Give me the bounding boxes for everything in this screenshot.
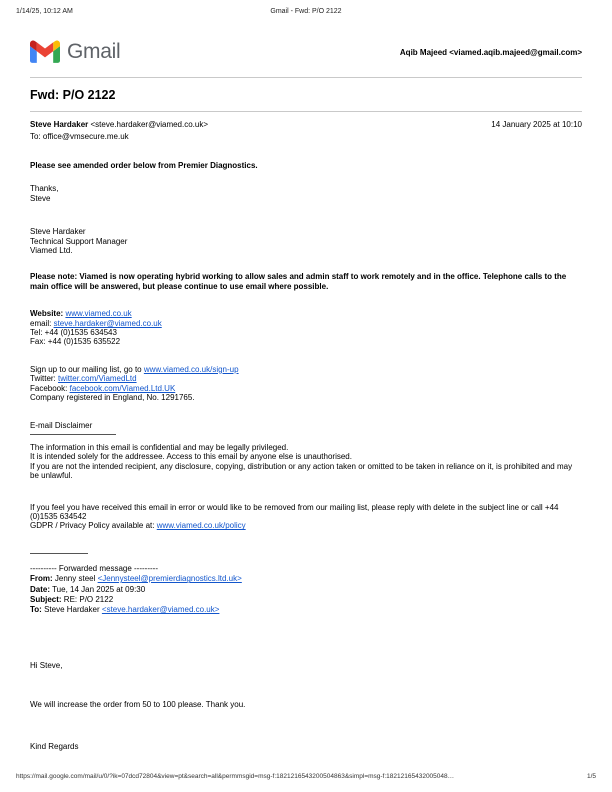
forwarded-subject-label: Subject: [30, 594, 62, 604]
email-link[interactable]: steve.hardaker@viamed.co.uk [53, 318, 162, 328]
sender-email: <steve.hardaker@viamed.co.uk> [90, 120, 209, 129]
signoff-first-name: Steve [30, 193, 51, 203]
fax-line: Fax: +44 (0)1535 635522 [30, 337, 121, 347]
disclaimer-line-2: It is intended solely for the addressee. Access to this email by anyone else is unauthorised. [30, 452, 352, 462]
twitter-line [30, 374, 582, 383]
intro-paragraph: Please see amended order below from Premier Diagnostics. [30, 161, 258, 170]
forwarded-from-name: Jenny steel [54, 574, 96, 584]
website-line [30, 309, 582, 318]
email-label: email: [30, 318, 52, 328]
disclaimer-line-1: The information in this email is confidential and may be legally privileged. [30, 442, 289, 452]
hybrid-working-note: Please note: Viamed is now operating hybrid working to allow sales and admin staff to work remotely and in the office. Telephone calls to the main office will be answered, but please continue to use email where possible. [30, 272, 567, 291]
gmail-wordmark: Gmail [67, 40, 121, 63]
signature-name: Steve Hardaker [30, 227, 86, 237]
forwarded-to-name: Steve Hardaker [44, 605, 100, 615]
print-timestamp: 1/14/25, 10:12 AM [16, 8, 73, 15]
account-name: Aqib Majeed <viamed.aqib.majeed@gmail.com> [399, 47, 582, 57]
signature-separator [30, 553, 88, 554]
disclaimer-line-3: If you are not the intended recipient, any disclosure, copying, distribution or any action taken or omitted to be taken in reliance on it, is prohibited and may be unlawful. [30, 461, 573, 481]
header-divider [30, 77, 582, 78]
forwarded-from-email-link[interactable]: <Jennysteel@premierdiagnostics.ltd.uk> [97, 574, 242, 584]
message-date: 14 January 2025 at 10:10 [491, 120, 582, 129]
print-doc-title: Gmail - Fwd: P/O 2122 [270, 8, 342, 15]
forwarded-from-label: From: [30, 574, 53, 584]
company-registration: Company registered in England, No. 1291765. [30, 393, 195, 403]
gdpr-line [30, 521, 582, 530]
removal-notice: If you feel you have received this email in error or would like to be removed from our mailing list, please reply with delete in the subject line or call +44 (0)1535 634542 [30, 502, 559, 521]
email-line [30, 319, 582, 328]
subject-divider [30, 111, 582, 112]
twitter-label: Twitter: [30, 374, 56, 384]
print-page-number: 1/5 [586, 773, 596, 780]
reply-signoff: Kind Regards [30, 741, 79, 751]
forwarded-date-value: Tue, 14 Jan 2025 at 09:30 [52, 584, 146, 594]
mailing-list-line [30, 365, 582, 374]
gdpr-policy-link[interactable]: www.viamed.co.uk/policy [156, 521, 246, 531]
gmail-header [30, 36, 582, 68]
mailing-label: Sign up to our mailing list, go to [30, 364, 142, 374]
to-line: To: office@vmsecure.me.uk [30, 132, 129, 141]
disclaimer-divider [30, 434, 116, 435]
print-footer [16, 773, 596, 780]
reply-body: We will increase the order from 50 to 100 please. Thank you. [30, 700, 246, 710]
forwarded-from-line [30, 574, 582, 583]
sender-line [30, 120, 208, 129]
facebook-link[interactable]: facebook.com/Viamed.Ltd.UK [69, 383, 176, 393]
signature-title: Technical Support Manager [30, 236, 128, 246]
forwarded-to-email-link[interactable]: <steve.hardaker@viamed.co.uk> [101, 605, 220, 615]
message-meta [30, 120, 582, 129]
print-footer-url: https://mail.google.com/mail/u/0/?ik=07dcd72804&view=pt&search=all&permmsgid=msg-f:1821216543200504863&simpl=msg-f:18212165432005048… [16, 773, 455, 780]
forwarded-subject-value: RE: P/O 2122 [63, 594, 114, 604]
twitter-link[interactable]: twitter.com/ViamedLtd [58, 374, 137, 384]
facebook-line [30, 384, 582, 393]
email-body [30, 161, 582, 751]
forwarded-message-divider: ---------- Forwarded message --------- [30, 563, 158, 573]
gdpr-label: GDPR / Privacy Policy available at: [30, 521, 155, 531]
sender-name: Steve Hardaker [30, 120, 89, 129]
facebook-label: Facebook: [30, 383, 68, 393]
forwarded-to-line [30, 605, 582, 614]
signature-company: Viamed Ltd. [30, 246, 73, 256]
forwarded-date-label: Date: [30, 584, 51, 594]
website-label: Website: [30, 309, 64, 319]
forwarded-date-line [30, 585, 582, 594]
forwarded-subject-line [30, 595, 582, 604]
forwarded-to-label: To: [30, 605, 42, 615]
email-subject: Fwd: P/O 2122 [30, 88, 116, 102]
gmail-m-icon [30, 38, 60, 66]
tel-line: Tel: +44 (0)1535 634543 [30, 328, 117, 338]
disclaimer-title: E-mail Disclaimer [30, 420, 93, 430]
mailing-list-link[interactable]: www.viamed.co.uk/sign-up [143, 364, 239, 374]
website-link[interactable]: www.viamed.co.uk [65, 309, 132, 319]
reply-greeting: Hi Steve, [30, 660, 63, 670]
thanks-line: Thanks, [30, 184, 59, 194]
gmail-logo [30, 38, 120, 66]
page-content [30, 36, 582, 751]
